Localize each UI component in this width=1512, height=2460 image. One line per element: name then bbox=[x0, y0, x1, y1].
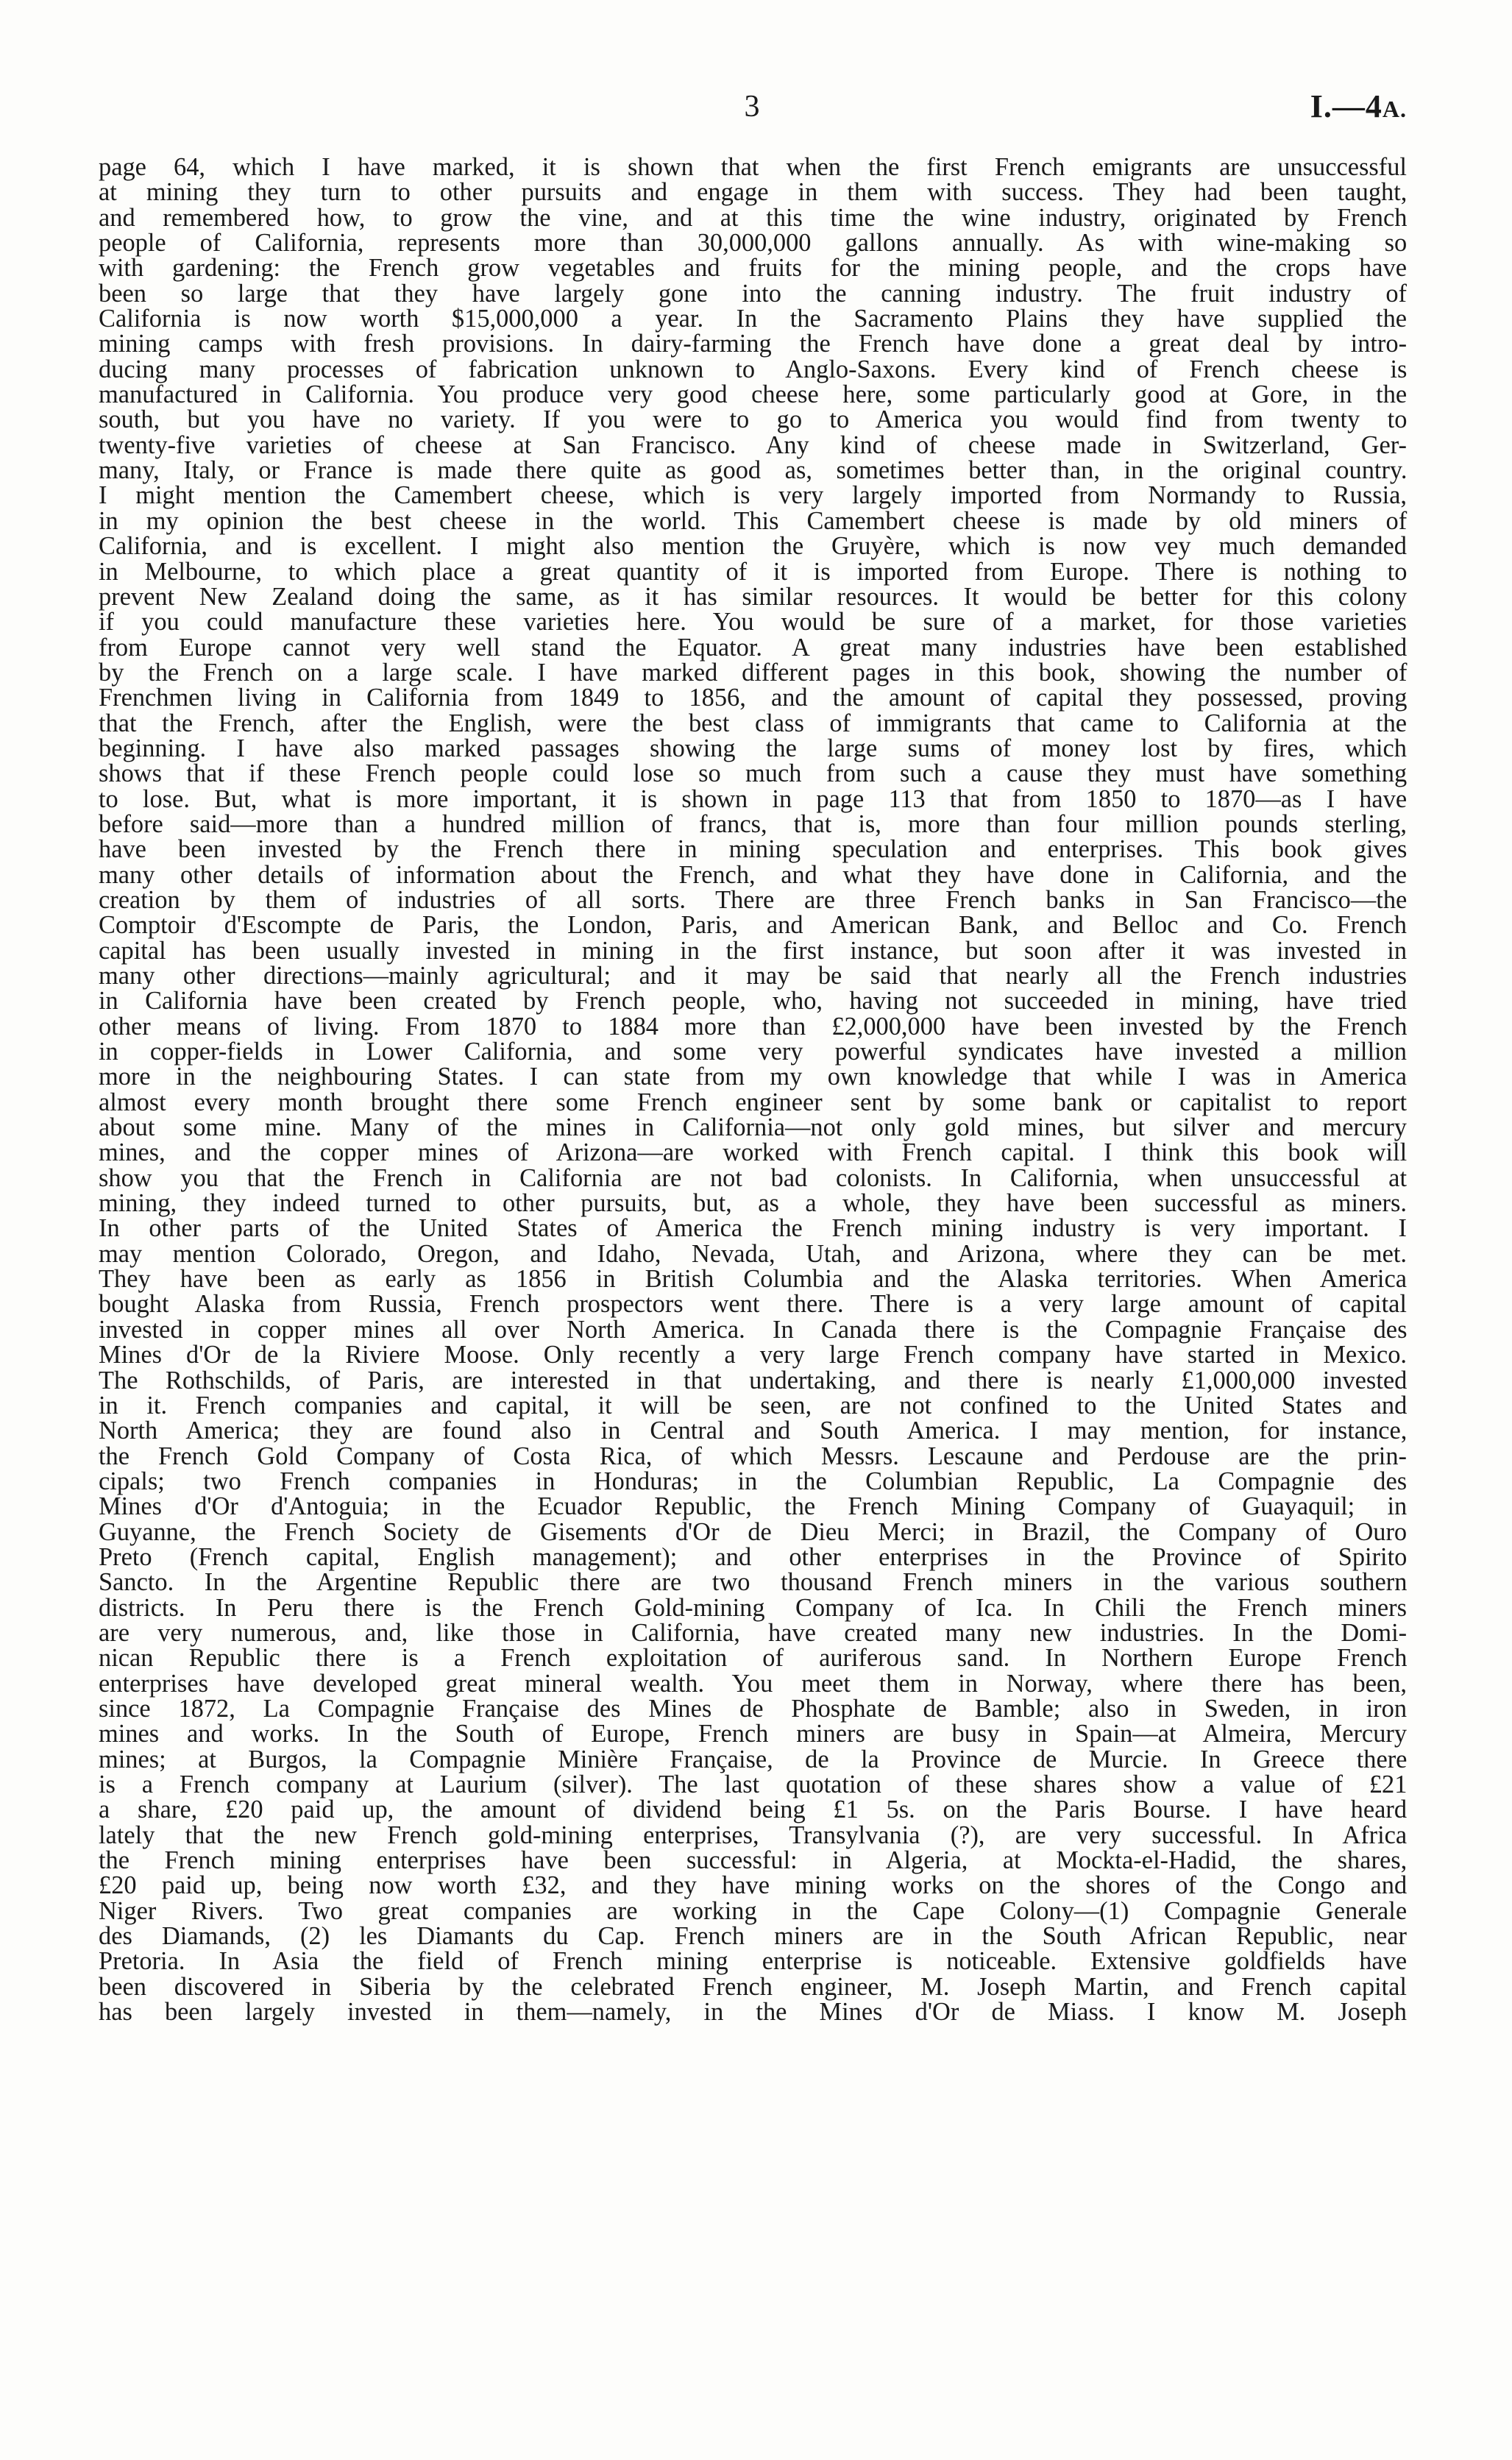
body-text bbox=[99, 153, 1408, 2027]
text-line: I might mention the Camembert cheese, which is very largely imported from Normandy to Russia, bbox=[99, 481, 1407, 510]
text-line: ducing many processes of fabrication unknown to Anglo-Saxons. Every kind of French cheese is bbox=[99, 355, 1408, 383]
text-line: from Europe cannot very well stand the Equator. A great many industries have been established bbox=[99, 633, 1408, 662]
text-line: capital has been usually invested in mining in the first instance, but soon after it was invested in bbox=[99, 936, 1408, 965]
text-line: mining camps with fresh provisions. In dairy-farming the French have done a great deal by intro- bbox=[99, 330, 1408, 358]
text-line: North America; they are found also in Central and South America. I may mention, for instance, bbox=[99, 1417, 1408, 1445]
text-line: districts. In Peru there is the French Gold-mining Company of Ica. In Chili the French miners bbox=[99, 1593, 1407, 1622]
text-line: page 64, which I have marked, it is shown that when the first French emigrants are unsuccessful bbox=[99, 153, 1407, 181]
text-line: show you that the French in California are not bad colonists. In California, when unsuccessful at bbox=[99, 1163, 1407, 1192]
text-line: lately that the new French gold-mining enterprises, Transylvania (?), are very successful. In Africa bbox=[99, 1821, 1408, 1849]
text-line: many other directions—mainly agricultural; and it may be said that nearly all the French industries bbox=[99, 962, 1407, 990]
text-line: is a French company at Laurium (silver). The last quotation of these shares show a value of £21 bbox=[99, 1770, 1408, 1798]
text-line: enterprises have developed great mineral wealth. You meet them in Norway, where there has been, bbox=[99, 1669, 1407, 1698]
document-reference-main: I.—4 bbox=[1310, 88, 1383, 124]
text-line: nican Republic there is a French exploitation of auriferous sand. In Northern Europe French bbox=[99, 1644, 1408, 1673]
text-line: prevent New Zealand doing the same, as it has similar resources. It would be better for this colony bbox=[99, 582, 1408, 611]
text-line: has been largely invested in them—namely, in the Mines d'Or de Miass. I know M. Joseph bbox=[99, 1998, 1407, 2027]
text-line: Frenchmen living in California from 1849 to 1856, and the amount of capital they possessed, proving bbox=[99, 684, 1408, 712]
text-line: manufactured in California. You produce very good cheese here, some particularly good at Gore, in the bbox=[99, 380, 1408, 409]
text-line: before said—more than a hundred million of francs, that is, more than four million pounds sterling, bbox=[99, 809, 1407, 838]
page-number: 3 bbox=[744, 90, 760, 124]
text-line: by the French on a large scale. I have marked different pages in this book, showing the number of bbox=[99, 658, 1408, 687]
text-line: been discovered in Siberia by the celebrated French engineer, M. Joseph Martin, and French capital bbox=[99, 1972, 1407, 2001]
text-line: in Melbourne, to which place a great quantity of it is imported from Europe. There is nothing to bbox=[99, 557, 1408, 586]
text-line: and remembered how, to grow the vine, and at this time the wine industry, originated by French bbox=[99, 203, 1408, 232]
text-line: the French mining enterprises have been successful: in Algeria, at Mockta-el-Hadid, the shares, bbox=[99, 1846, 1408, 1875]
text-line: Mines d'Or d'Antoguia; in the Ecuador Republic, the French Mining Company of Guayaquil; in bbox=[99, 1492, 1408, 1521]
text-line: Preto (French capital, English management); and other enterprises in the Province of Spirito bbox=[99, 1542, 1408, 1571]
text-line: almost every month brought there some French engineer sent by some bank or capitalist to report bbox=[99, 1088, 1408, 1116]
text-line: that the French, after the English, were the best class of immigrants that came to California at the bbox=[99, 709, 1408, 737]
text-line: mines and works. In the South of Europe, French miners are busy in Spain—at Almeira, Mercury bbox=[99, 1720, 1408, 1748]
text-line: Sancto. In the Argentine Republic there are two thousand French miners in the various southern bbox=[99, 1568, 1408, 1597]
text-line: in copper-fields in Lower California, and some very powerful syndicates have invested a million bbox=[99, 1038, 1407, 1066]
text-line: California, and is excellent. I might also mention the Gruyère, which is now vey much demanded bbox=[99, 532, 1407, 561]
text-line: may mention Colorado, Oregon, and Idaho, Nevada, Utah, and Arizona, where they can be met. bbox=[99, 1239, 1407, 1268]
text-line: Niger Rivers. Two great companies are working in the Cape Colony—(1) Compagnie Generale bbox=[99, 1896, 1408, 1925]
text-line: twenty-five varieties of cheese at San Francisco. Any kind of cheese made in Switzerland, Ger- bbox=[99, 430, 1407, 459]
text-line: have been invested by the French there in mining speculation and enterprises. This book gives bbox=[99, 835, 1408, 864]
text-line: a share, £20 paid up, the amount of dividend being £1 5s. on the Paris Bourse. I have heard bbox=[99, 1796, 1408, 1824]
text-line: more in the neighbouring States. I can state from my own knowledge that while I was in America bbox=[99, 1063, 1407, 1091]
text-line: creation by them of industries of all sorts. There are three French banks in San Francisco—the bbox=[99, 885, 1408, 914]
text-line: the French Gold Company of Costa Rica, of which Messrs. Lescaune and Perdouse are the prin- bbox=[99, 1442, 1407, 1470]
text-line: Guyanne, the French Society de Gisements d'Or de Dieu Merci; in Brazil, the Company of Ouro bbox=[99, 1517, 1408, 1546]
text-line: other means of living. From 1870 to 1884 more than £2,000,000 have been invested by the French bbox=[99, 1012, 1408, 1041]
text-line: bought Alaska from Russia, French prospectors went there. There is a very large amount of capital bbox=[99, 1290, 1407, 1319]
text-line: mines; at Burgos, la Compagnie Minière Française, de la Province de Murcie. In Greece there bbox=[99, 1745, 1408, 1773]
text-line: beginning. I have also marked passages showing the large sums of money lost by fires, which bbox=[99, 734, 1407, 762]
text-line: Mines d'Or de la Riviere Moose. Only recently a very large French company have started in Mexico. bbox=[99, 1341, 1407, 1369]
text-line: at mining they turn to other pursuits and engage in them with success. They had been taught, bbox=[99, 178, 1408, 207]
text-line: many other details of information about the French, and what they have done in California, and the bbox=[99, 860, 1407, 889]
text-line: California is now worth $15,000,000 a year. In the Sacramento Plains they have supplied the bbox=[99, 305, 1408, 333]
text-line: with gardening: the French grow vegetables and fruits for the mining people, and the crops have bbox=[99, 254, 1407, 283]
running-head bbox=[97, 87, 1407, 131]
text-line: since 1872, La Compagnie Française des Mines de Phosphate de Bamble; also in Sweden, in iron bbox=[99, 1694, 1408, 1723]
text-line: In other parts of the United States of America the French mining industry is very important. I bbox=[99, 1214, 1407, 1243]
text-line: people of California, represents more than 30,000,000 gallons annually. As with wine-making so bbox=[99, 229, 1408, 258]
text-line: south, but you have no variety. If you were to go to America you would find from twenty to bbox=[99, 405, 1408, 434]
text-line: They have been as early as 1856 in British Columbia and the Alaska territories. When America bbox=[99, 1265, 1407, 1294]
text-line: in California have been created by French people, who, having not succeeded in mining, have tried bbox=[99, 987, 1407, 1015]
text-line: in my opinion the best cheese in the world. This Camembert cheese is made by old miners of bbox=[99, 506, 1408, 535]
text-line: invested in copper mines all over North America. In Canada there is the Compagnie Française des bbox=[99, 1315, 1408, 1344]
text-line: Pretoria. In Asia the field of French mining enterprise is noticeable. Extensive goldfields have bbox=[99, 1947, 1408, 1976]
text-line: are very numerous, and, like those in California, have created many new industries. In the Domi- bbox=[99, 1618, 1408, 1647]
text-line: to lose. But, what is more important, it is shown in page 113 that from 1850 to 1870—as I have bbox=[99, 784, 1408, 813]
text-line: about some mine. Many of the mines in California—not only gold mines, but silver and mercury bbox=[99, 1113, 1407, 1142]
text-line: in it. French companies and capital, it will be seen, are not confined to the United States and bbox=[99, 1391, 1408, 1419]
text-line: £20 paid up, being now worth £32, and they have mining works on the shores of the Congo and bbox=[99, 1871, 1408, 1900]
text-line: shows that if these French people could lose so much from such a cause they must have something bbox=[99, 759, 1408, 788]
text-line: if you could manufacture these varieties here. You would be sure of a market, for those varieties bbox=[99, 608, 1407, 637]
text-line: cipals; two French companies in Honduras; in the Columbian Republic, La Compagnie des bbox=[99, 1467, 1408, 1495]
document-reference bbox=[1310, 87, 1407, 129]
text-line: mining, they indeed turned to other pursuits, but, as a whole, they have been successful as miners. bbox=[99, 1189, 1407, 1218]
text-line: mines, and the copper mines of Arizona—are worked with French capital. I think this book will bbox=[99, 1138, 1408, 1167]
document-reference-suffix: A. bbox=[1382, 96, 1407, 122]
text-line: des Diamands, (2) les Diamants du Cap. French miners are in the South African Republic, near bbox=[99, 1922, 1407, 1951]
text-line: many, Italy, or France is made there quite as good as, sometimes better than, in the original country. bbox=[99, 456, 1408, 485]
text-line: Comptoir d'Escompte de Paris, the London, Paris, and American Bank, and Belloc and Co. French bbox=[99, 911, 1407, 940]
text-line: The Rothschilds, of Paris, are interested in that undertaking, and there is nearly £1,000,000 invested bbox=[99, 1366, 1408, 1394]
text-line: been so large that they have largely gone into the canning industry. The fruit industry of bbox=[99, 279, 1407, 308]
